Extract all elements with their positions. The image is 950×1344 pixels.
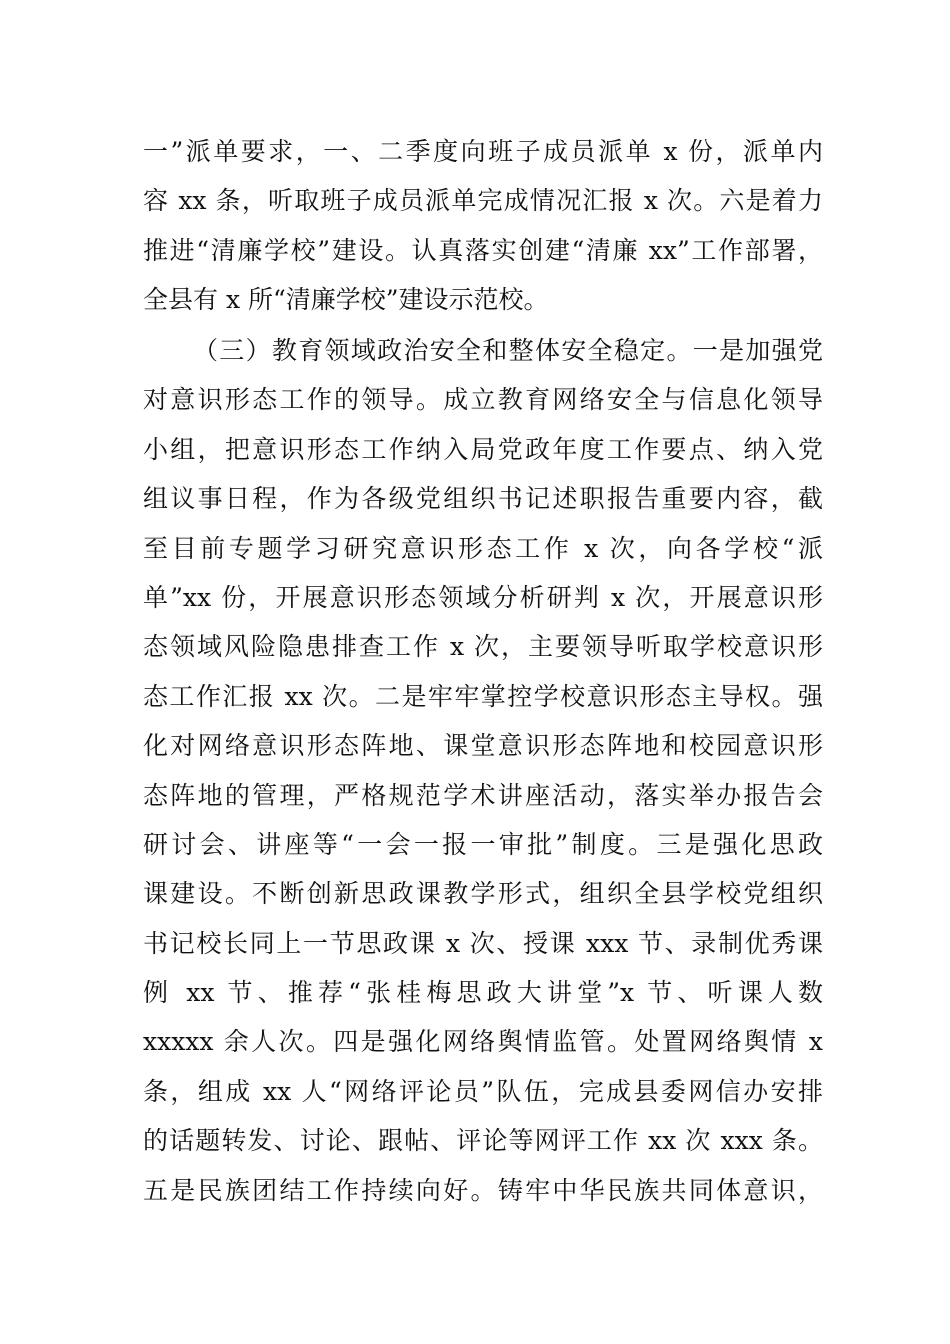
text-line: 态阵地的管理，严格规范学术讲座活动，落实举办报告会 xyxy=(143,780,823,810)
text-line: 推进“清廉学校”建设。认真落实创建“清廉 xx”工作部署， xyxy=(143,235,823,265)
text-line: 全县有 x 所“清廉学校”建设示范校。 xyxy=(143,285,549,315)
text-line: 小组，把意识形态工作纳入局党政年度工作要点、纳入党 xyxy=(143,434,823,464)
text-line: 例 xx 节、推荐“张桂梅思政大讲堂”x 节、听课人数 xyxy=(143,978,823,1008)
text-line: 至目前专题学习研究意识形态工作 x 次，向各学校“派 xyxy=(143,533,823,563)
text-line: 态领域风险隐患排查工作 x 次，主要领导听取学校意识形 xyxy=(143,632,823,662)
text-line: 的话题转发、讨论、跟帖、评论等网评工作 xx 次 xxx 条。 xyxy=(143,1126,823,1156)
text-line: 单”xx 份，开展意识形态领域分析研判 x 次，开展意识形 xyxy=(143,582,823,612)
section-heading-line: （三）教育领域政治安全和整体安全稳定。一是加强党 xyxy=(193,336,823,365)
text-line: 对意识形态工作的领导。成立教育网络安全与信息化领导 xyxy=(143,385,823,415)
text-line: 化对网络意识形态阵地、课堂意识形态阵地和校园意识形 xyxy=(143,731,823,761)
paragraph-continuation xyxy=(143,127,823,325)
text-line: 一”派单要求，一、二季度向班子成员派单 x 份，派单内 xyxy=(143,137,823,166)
text-line: 组议事日程，作为各级党组织书记述职报告重要内容，截 xyxy=(143,484,823,514)
text-line: 态工作汇报 xx 次。二是牢牢掌控学校意识形态主导权。强 xyxy=(143,681,823,711)
text-line: xxxxx 余人次。四是强化网络舆情监管。处置网络舆情 x xyxy=(143,1027,823,1057)
text-line: 研讨会、讲座等“一会一报一审批”制度。三是强化思政 xyxy=(143,829,823,859)
text-line: 条，组成 xx 人“网络评论员”队伍，完成县委网信办安排 xyxy=(143,1076,823,1106)
paragraph-section-three xyxy=(143,326,823,1215)
text-line: 五是民族团结工作持续向好。铸牢中华民族共同体意识， xyxy=(143,1175,823,1205)
text-line: 容 xx 条，听取班子成员派单完成情况汇报 x 次。六是着力 xyxy=(143,186,823,216)
text-line: 课建设。不断创新思政课教学形式，组织全县学校党组织 xyxy=(143,879,823,909)
text-line: 书记校长同上一节思政课 x 次、授课 xxx 节、录制优秀课 xyxy=(143,928,823,958)
